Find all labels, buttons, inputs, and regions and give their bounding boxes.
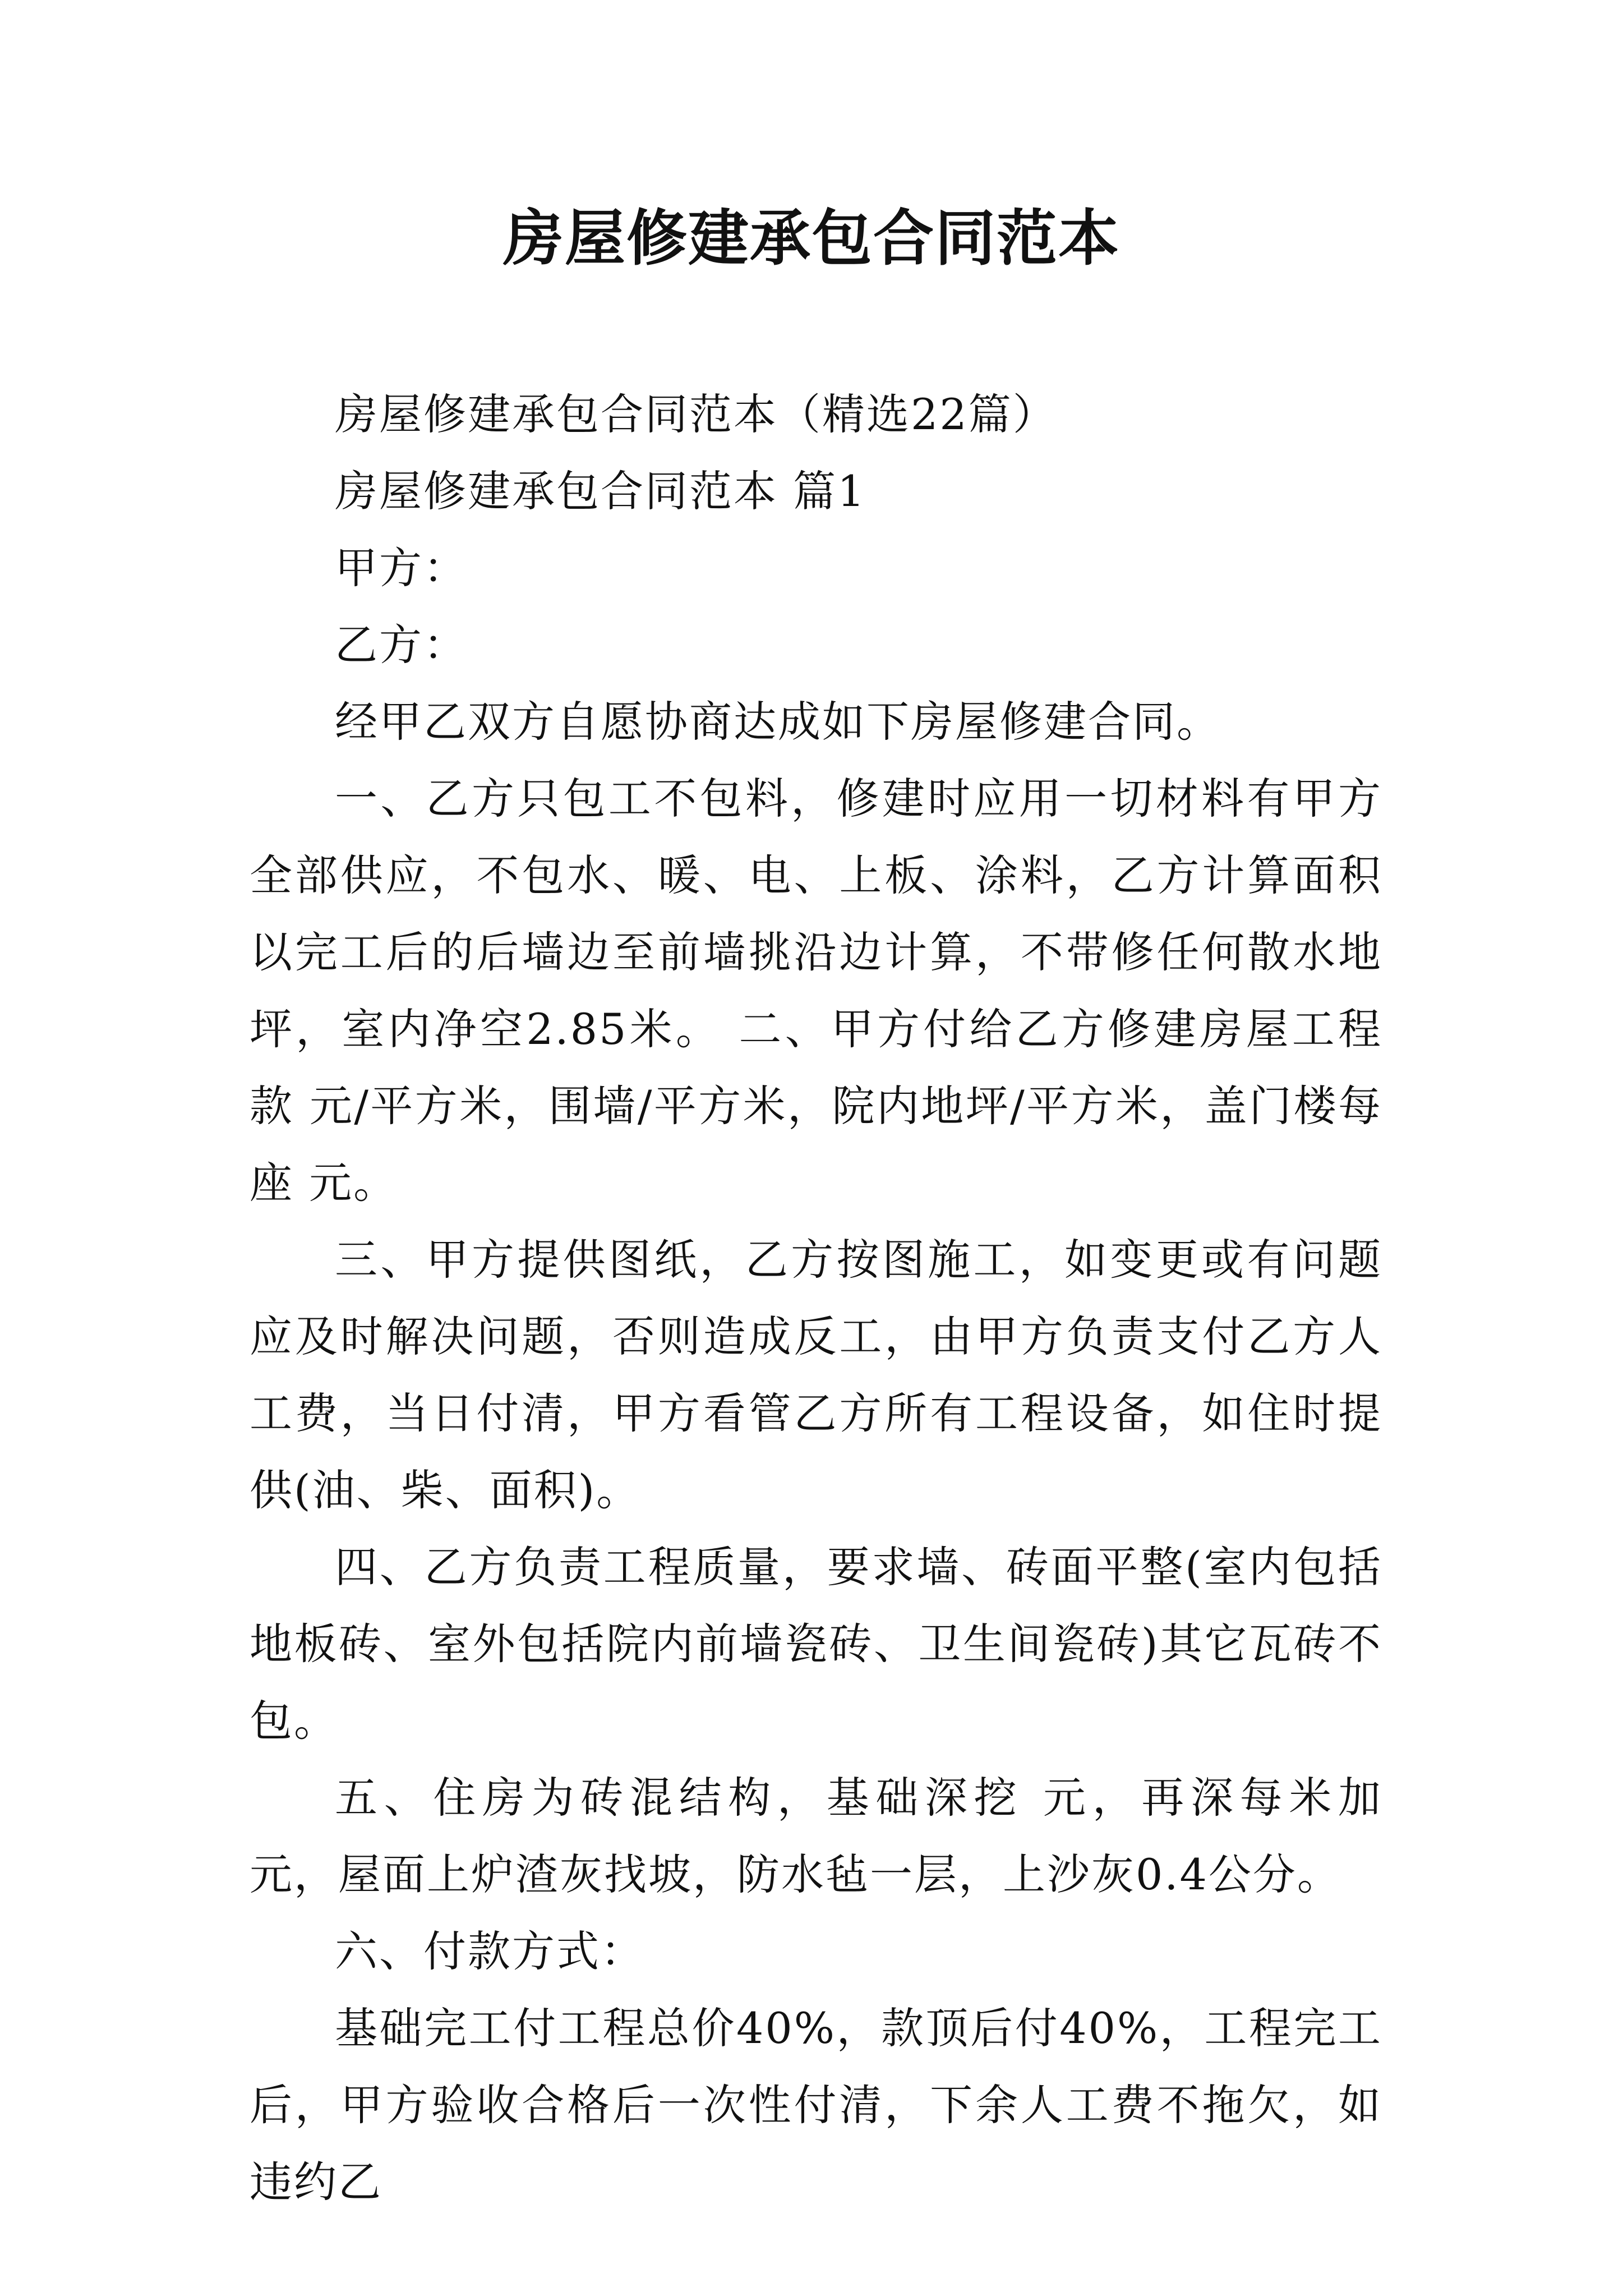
paragraph-clause-1-2: 一、乙方只包工不包料，修建时应用一切材料有甲方全部供应，不包水、暖、电、上板、涂料，乙方计算面积以完工后的后墙边至前墙挑沿边计算，不带修任何散水地坪，室内净空2.85米。 二、甲方付给乙方修建房屋工程款 元/平方米，围墙/平方米，院内地坪/平方米，盖门楼每座 元。: [250, 774, 1382, 1208]
paragraph-payment: 基础完工付工程总价40%，款顶后付40%，工程完工后，甲方验收合格后一次性付清，下余人工费不拖欠，如违约乙: [250, 2003, 1382, 2207]
paragraph-clause-5: 五、住房为砖混结构，基础深挖 元，再深每米加 元，屋面上炉渣灰找坡，防水毡一层，上沙灰0.4公分。: [250, 1773, 1382, 1899]
document-body: [250, 376, 1382, 2220]
paragraph-clause-4: 四、乙方负责工程质量，要求墙、砖面平整(室内包括地板砖、室外包括院内前墙瓷砖、卫生间瓷砖)其它瓦砖不包。: [250, 1542, 1382, 1746]
paragraph-intro: 经甲乙双方自愿协商达成如下房屋修建合同。: [335, 697, 1221, 747]
paragraph-clause-6-heading: 六、付款方式：: [335, 1926, 645, 1976]
paragraph-section-heading: 房屋修建承包合同范本 篇1: [335, 466, 866, 516]
paragraph-clause-3: 三、甲方提供图纸，乙方按图施工，如变更或有问题应及时解决问题，否则造成反工，由甲方负责支付乙方人工费，当日付清，甲方看管乙方所有工程设备，如住时提供(油、柴、面积)。: [250, 1235, 1382, 1515]
paragraph-subtitle: 房屋修建承包合同范本（精选22篇）: [335, 389, 1057, 439]
paragraph-party-a: 甲方：: [335, 543, 468, 593]
document-title: 房屋修建承包合同范本: [502, 203, 1120, 274]
paragraph-party-b: 乙方：: [335, 620, 468, 670]
